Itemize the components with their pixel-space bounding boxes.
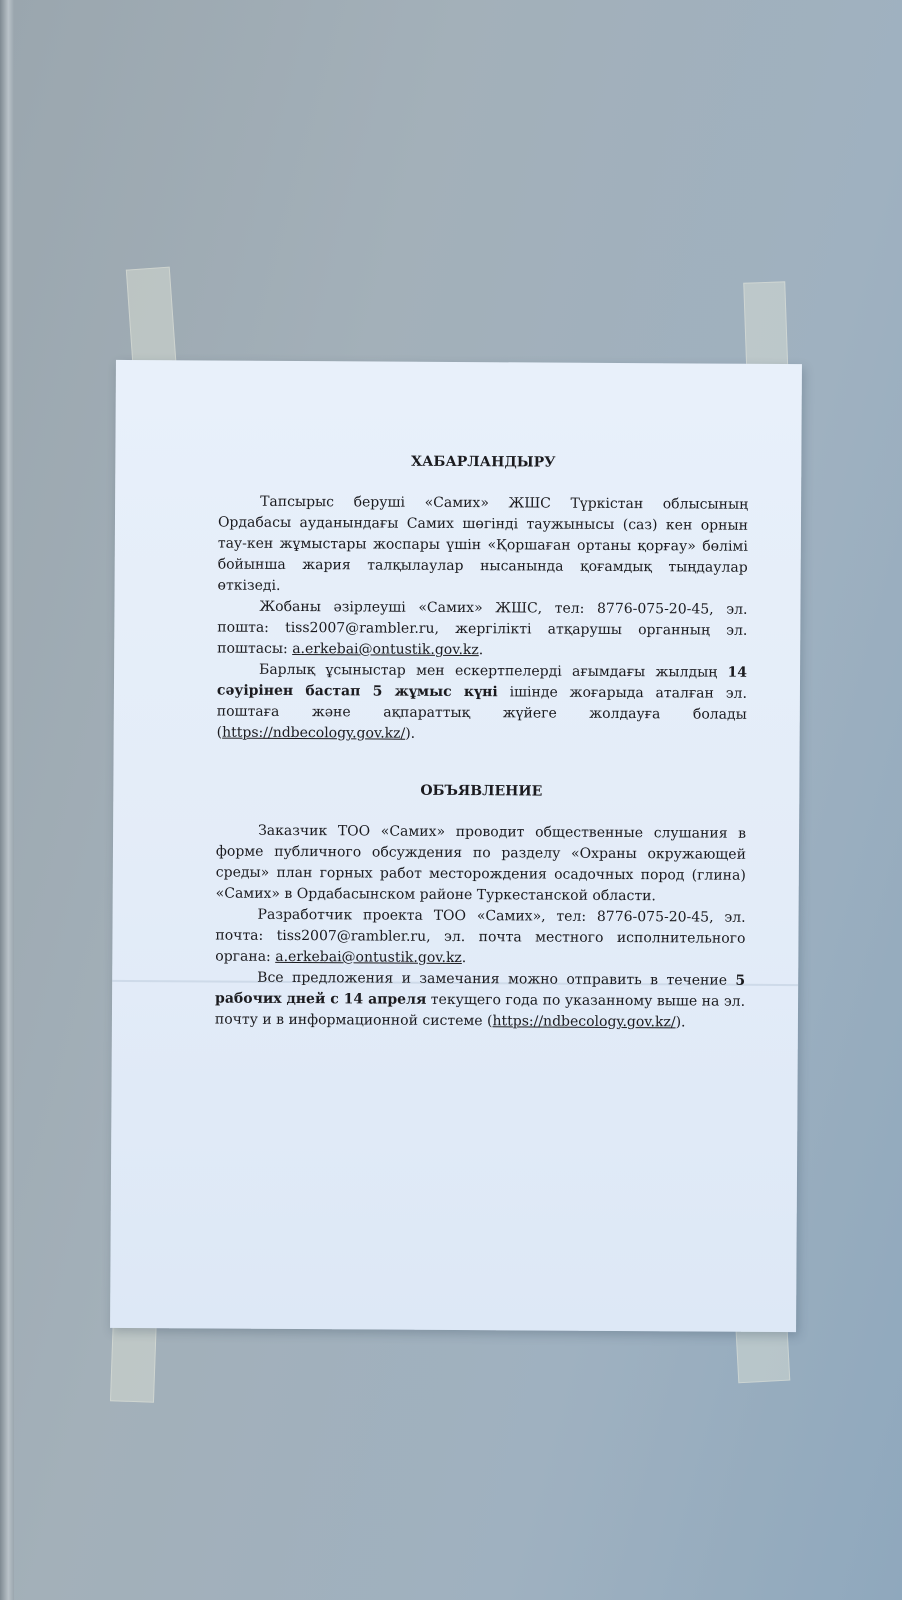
russian-title: ОБЪЯВЛЕНИЕ	[420, 782, 543, 800]
notice-sheet	[110, 360, 802, 1332]
kazakh-title: ХАБАРЛАНДЫРУ	[411, 453, 556, 471]
kazakh-p2-end: .	[478, 642, 484, 659]
kazakh-paragraph-1	[218, 492, 749, 600]
notice-content	[215, 451, 749, 1034]
kazakh-p3-end: ).	[405, 725, 416, 742]
kazakh-p3-mid: ішінде жоғарыда аталған эл. поштаға және ақпараттық жүйеге жолдауға болады (	[216, 684, 747, 741]
kazakh-paragraph-2	[217, 597, 747, 663]
kazakh-p3-bold: 14 сәуірінен бастап 5 жұмыс күні	[216, 664, 748, 701]
russian-p2-end: .	[461, 950, 467, 967]
russian-website-link[interactable]: https://ndbecology.gov.kz/	[492, 1013, 676, 1031]
kazakh-paragraph-3	[217, 660, 748, 747]
russian-paragraph-1	[216, 821, 747, 908]
kazakh-p1-text: Тапсырыс беруші «Самих» ЖШС Түркістан облысының Ордабасы ауданындағы Самих шөгінді таужынысы (саз) кен орнын тау-кен жұмыстары жоспары үшін «Қоршаған ортаны қорғау» бөлімі бойынша жария талқылаулар нысанында қоғамдық тыңдаулар өткізеді.	[217, 493, 749, 594]
russian-p2-text: Разработчик проекта ТОО «Самих», тел: 8776-075-20-45, эл. почта: tiss2007@rambler.ru, эл. почта местного исполнительного органа:	[215, 906, 746, 965]
russian-paragraph-3	[215, 968, 745, 1034]
kazakh-p3-start: Барлық ұсыныстар мен ескертпелерді ағымдағы жылдың	[259, 661, 728, 681]
russian-p1-text: Заказчик ТОО «Самих» проводит общественные слушания в форме публичного обсуждения по разделу «Охраны окружающей среды» план горных работ месторождения осадочных пород (глина) «Самих» в Ордабасынском районе Туркестанской области.	[215, 822, 747, 905]
russian-paragraph-2	[215, 905, 745, 971]
kazakh-website-link[interactable]: https://ndbecology.gov.kz/	[222, 724, 406, 742]
russian-p3-start: Все предложения и замечания можно отправить в течение	[257, 969, 736, 989]
kazakh-email-link[interactable]: a.erkebai@ontustik.gov.kz	[292, 640, 479, 659]
wall-edge	[0, 0, 14, 1600]
russian-p3-bold: 5 рабочих дней с 14 апреля	[215, 972, 746, 1008]
russian-p3-mid: текущего года по указанному выше на эл. почту и в информационной системе (	[214, 991, 746, 1030]
kazakh-p2-text: Жобаны әзірлеуші «Самих» ЖШС, тел: 8776-075-20-45, эл. пошта: tiss2007@rambler.ru, жергілікті атқарушы органның эл. поштасы:	[217, 598, 748, 657]
russian-email-link[interactable]: a.erkebai@ontustik.gov.kz	[275, 948, 462, 967]
russian-p3-end: ).	[675, 1014, 686, 1031]
